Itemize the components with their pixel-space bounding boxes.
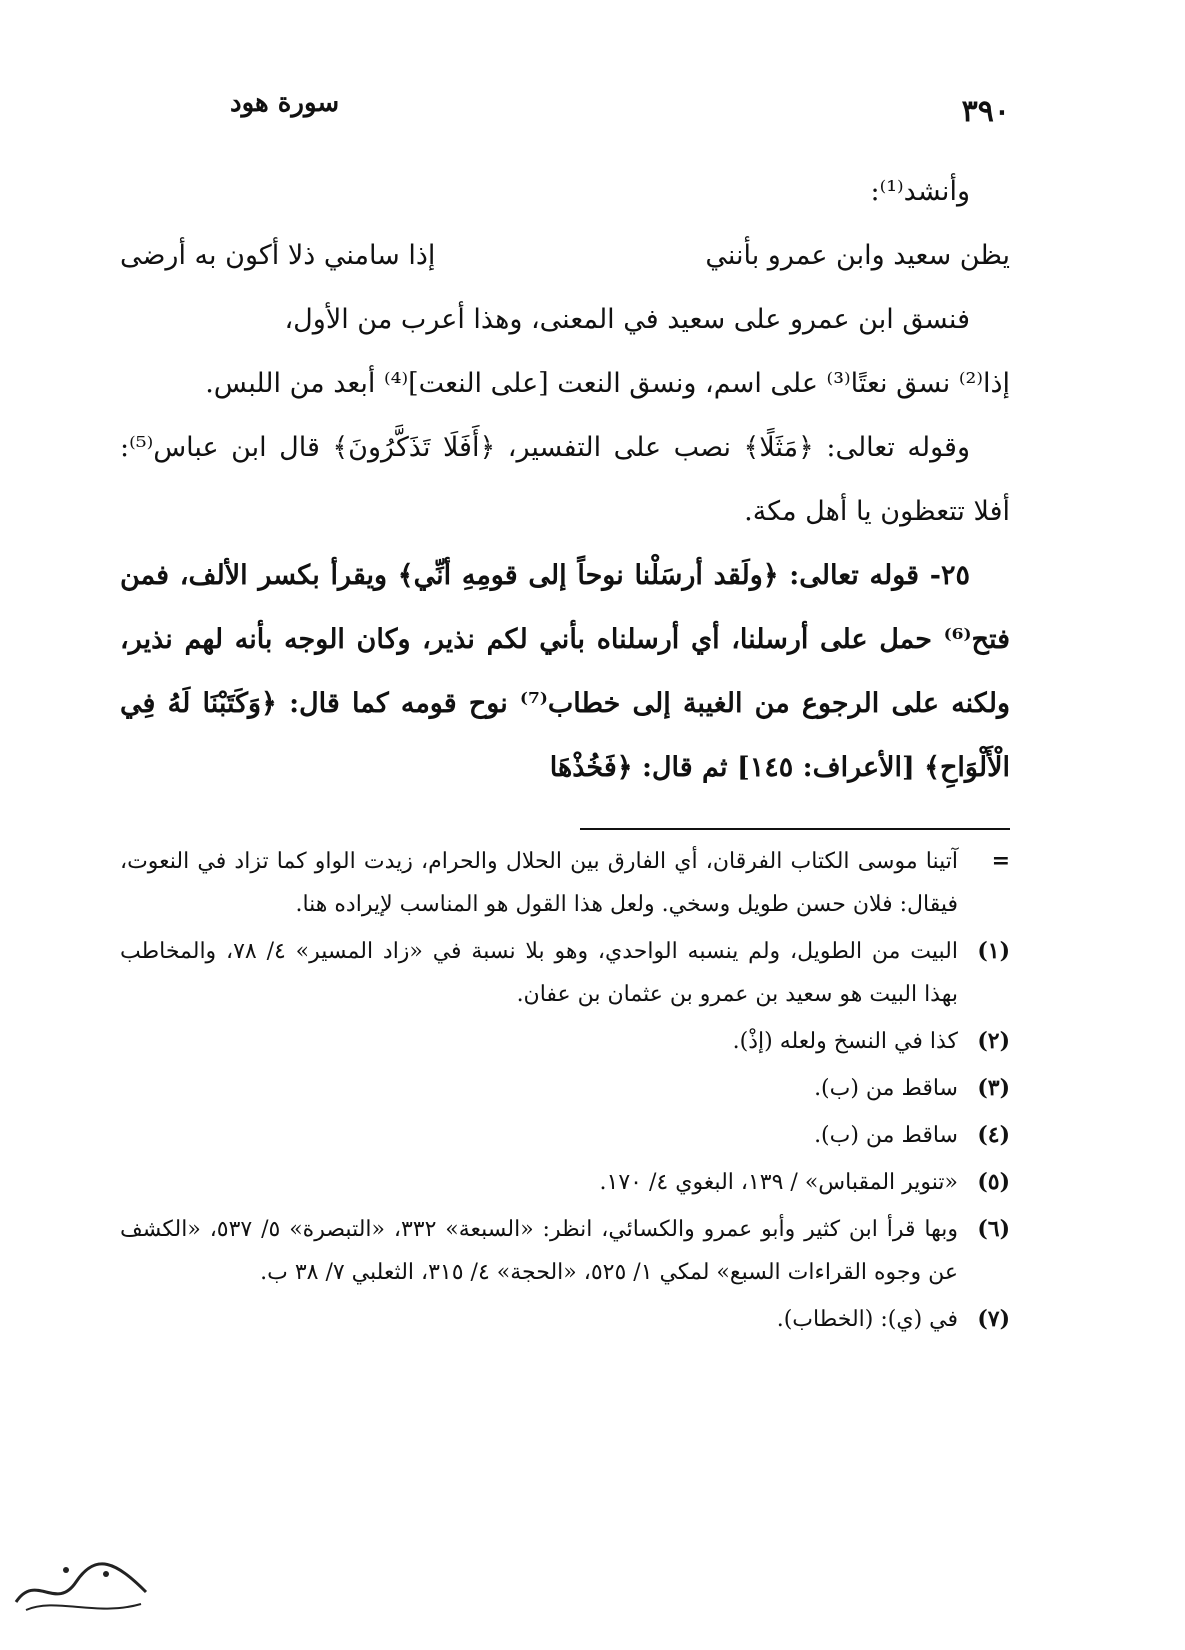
- footnotes-section: [120, 840, 1010, 1345]
- verse-hemistich-left: إذا سامني ذلا أكون به أرضى: [120, 240, 436, 271]
- paragraph-2: وقوله تعالى: ﴿مَثَلًا﴾ نصب على التفسير، ﴿أَفَلَا تَذَكَّرُونَ﴾ قال ابن عباس⁽⁵⁾: أفلا تتعظون يا أهل مكة.: [120, 432, 1010, 527]
- footnote-number: (٤): [977, 1122, 1010, 1148]
- footnote-number: (٧): [977, 1306, 1010, 1332]
- footnote-text: «تنوير المقباس» / ١٣٩، البغوي ٤/ ١٧٠.: [599, 1170, 958, 1195]
- anshad-line: وأنشد⁽¹⁾:: [870, 176, 970, 207]
- page-header: [120, 88, 1010, 148]
- footnote-number: (٥): [977, 1169, 1010, 1195]
- paragraph-1-line-1: فنسق ابن عمرو على سعيد في المعنى، وهذا أعرب من الأول،: [284, 304, 970, 335]
- footnote-7: [120, 1298, 1010, 1341]
- footnote-divider: [580, 828, 1010, 830]
- footnote-5: [120, 1161, 1010, 1204]
- footnote-2: [120, 1020, 1010, 1063]
- surah-title: سورة هود: [230, 88, 340, 118]
- poetry-verse: [120, 224, 1010, 288]
- paragraph-3: ٢٥- قوله تعالى: ﴿ولَقد أرسَلْنا نوحاً إلى قومِهِ أنِّي﴾ ويقرأ بكسر الألف، فمن فتح⁽⁶⁾ حمل على أرسلنا، أي أرسلناه بأني لكم نذير، وكان الوجه بأنه لهم نذير، ولكنه على الرجوع من الغيبة إلى خطاب⁽⁷⁾ نوح قومه كما قال: ﴿وَكَتَبْنَا لَهُ فِي الْأَلْوَاحِ﴾ [الأعراف: ١٤٥] ثم قال: ﴿فَخُذْهَا: [120, 560, 1010, 783]
- footnote-1: [120, 930, 1010, 1016]
- main-text: [120, 160, 1010, 800]
- footnote-text: في (ي): (الخطاب).: [776, 1307, 958, 1332]
- footnote-number: (١): [977, 938, 1010, 964]
- footnote-text: البيت من الطويل، ولم ينسبه الواحدي، وهو بلا نسبة في «زاد المسير» ٤/ ٧٨، والمخاطب بهذا البيت هو سعيد بن عمرو بن عثمان بن عفان.: [120, 939, 958, 1007]
- footnote-continuation-text: آتينا موسى الكتاب الفرقان، أي الفارق بين الحلال والحرام، زيدت الواو كما تزاد في النعوت، فيقال: فلان حسن طويل وسخي. ولعل هذا القول هو المناسب لإيراده هنا.: [120, 849, 958, 917]
- paragraph-1-line-2: إذا⁽²⁾ نسق نعتًا⁽³⁾ على اسم، ونسق النعت [على النعت]⁽⁴⁾ أبعد من اللبس.: [205, 368, 1010, 399]
- footnote-number: (٢): [977, 1028, 1010, 1054]
- footnote-3: [120, 1067, 1010, 1110]
- footnote-number: (٦): [977, 1216, 1010, 1242]
- footnote-6: [120, 1208, 1010, 1294]
- footnote-text: ساقط من (ب).: [814, 1123, 958, 1148]
- footnote-text: ساقط من (ب).: [814, 1076, 958, 1101]
- footnote-text: وبها قرأ ابن كثير وأبو عمرو والكسائي، انظر: «السبعة» ٣٣٢، «التبصرة» ٥/ ٥٣٧، «الكشف عن وجوه القراءات السبع» لمكي ١/ ٥٢٥، «الحجة» ٤/ ٣١٥، الثعلبي ٧/ ٣٨ ب.: [120, 1217, 958, 1285]
- footnote-number: (٣): [977, 1075, 1010, 1101]
- footnote-continuation: [120, 840, 1010, 926]
- footnote-text: كذا في النسخ ولعله (إذْ).: [732, 1029, 958, 1054]
- verse-hemistich-right: يظن سعيد وابن عمرو بأنني: [705, 240, 1010, 271]
- publisher-logo: [6, 1552, 156, 1622]
- footnote-4: [120, 1114, 1010, 1157]
- page-number: ٣٩٠: [961, 94, 1010, 129]
- continuation-marker: =: [991, 848, 1010, 874]
